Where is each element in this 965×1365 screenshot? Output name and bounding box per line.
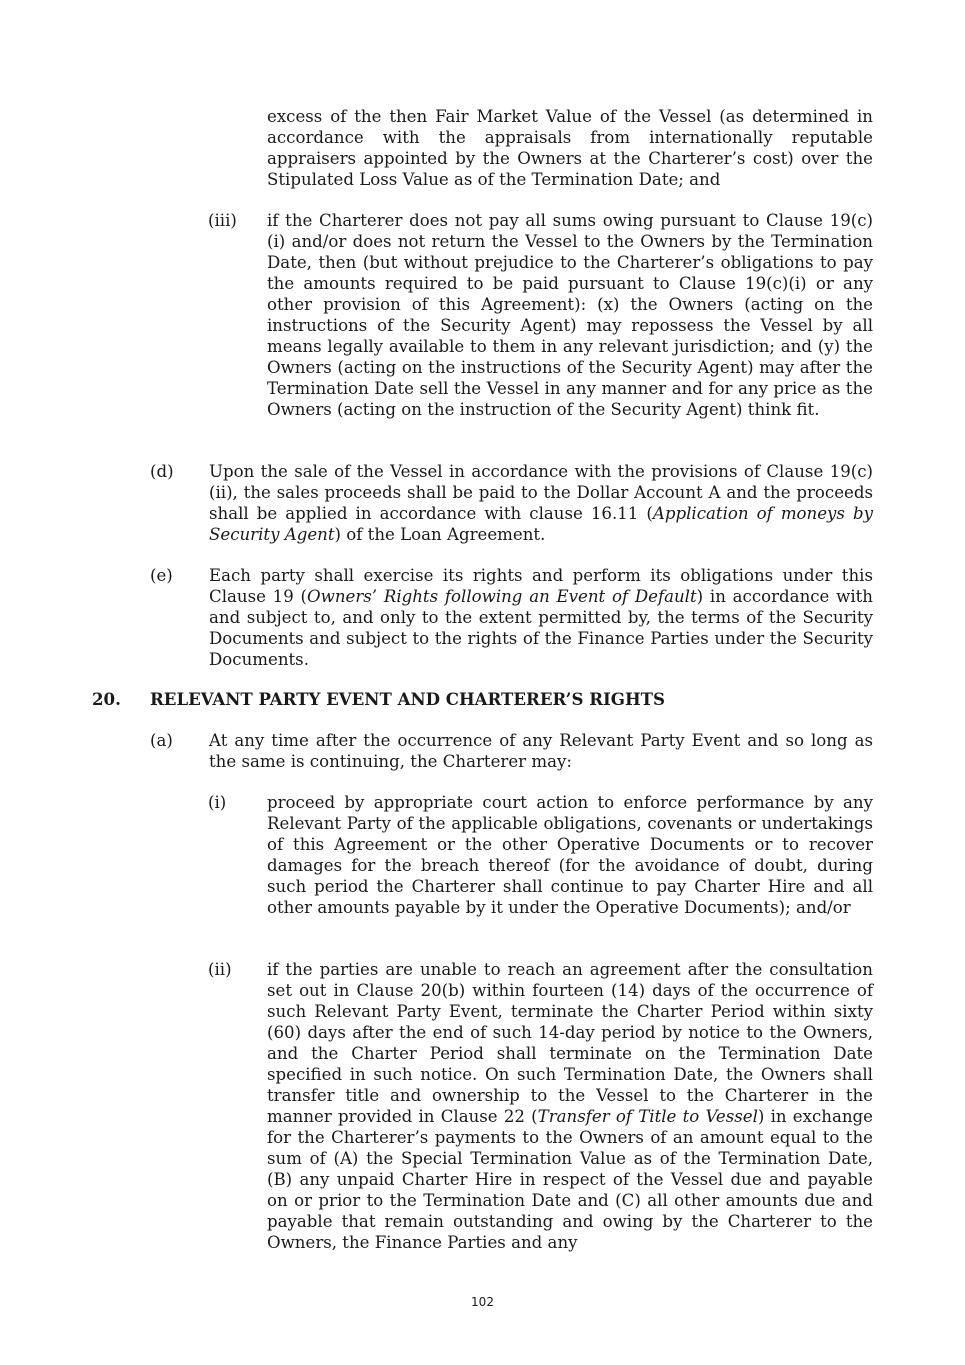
- item-ii-text-before: if the parties are unable to reach an agreement after the consultation set out in Clause 20(b) within fourteen (14) days of the occurrence of such Relevant Party Event, terminate the Charter Period within sixty (60) days after the end of such 14-day period by notice to the Owners, and the Charter Period shall terminate on the Termination Date specified in such notice. On such Termination Date, the Owners shall transfer title and ownership to the Vessel to the Charterer in the manner provided in Clause 22 (: [267, 960, 873, 1126]
- item-ii-text-after: ) in exchange for the Charterer’s payments to the Owners of an amount equal to the sum of (A) the Special Termination Value as of the Termination Date, (B) any unpaid Charter Hire in respect of the Vessel due and payable on or prior to the Termination Date and (C) all other amounts due and payable that remain outstanding and owing by the Charterer to the Owners, the Finance Parties and any: [267, 1107, 873, 1252]
- item-e-italic: Owners’ Rights following an Event of Default: [307, 587, 697, 606]
- item-e-text-after: ) in accordance with and subject to, and only to the extent permitted by, the terms of the Security Documents and subject to the rights of the Finance Parties under the Security Documents.: [209, 587, 873, 669]
- item-d-text-before: Upon the sale of the Vessel in accordance with the provisions of Clause 19(c)(ii), the sales proceeds shall be paid to the Dollar Account A and the proceeds shall be applied in accordance with clause 16.11 (: [209, 462, 873, 523]
- item-d-label: (d): [150, 462, 174, 481]
- item-e-text: [209, 565, 873, 670]
- item-e-text-before: Each party shall exercise its rights and perform its obligations under this Clause 19 (: [209, 566, 873, 606]
- item-a-label: (a): [150, 731, 173, 750]
- section-number: 20.: [92, 689, 121, 709]
- item-d-text: [209, 461, 873, 545]
- item-iii-label: (iii): [208, 211, 237, 230]
- continued-paragraph: excess of the then Fair Market Value of the Vessel (as determined in accordance with the appraisals from internationally reputable appraisers appointed by the Owners at the Charterer’s cost) over the Stipulated Loss Value as of the Termination Date; and: [267, 107, 873, 189]
- item-d-text-after: ) of the Loan Agreement.: [334, 525, 546, 544]
- item-a-text: At any time after the occurrence of any Relevant Party Event and so long as the same is continuing, the Charterer may:: [209, 731, 873, 771]
- item-i-label: (i): [208, 793, 227, 812]
- item-ii-text: [267, 959, 873, 1253]
- item-ii-label: (ii): [208, 960, 232, 979]
- item-iii-text: if the Charterer does not pay all sums owing pursuant to Clause 19(c)(i) and/or does not return the Vessel to the Owners by the Termination Date, then (but without prejudice to the Charterer’s obligations to pay the amounts required to be paid pursuant to Clause 19(c)(i) or any other provision of this Agreement): (x) the Owners (acting on the instructions of the Security Agent) may repossess the Vessel by all means legally available to them in any relevant jurisdiction; and (y) the Owners (acting on the instructions of the Security Agent) may after the Termination Date sell the Vessel in any manner and for any price as the Owners (acting on the instruction of the Security Agent) think fit.: [267, 211, 873, 419]
- item-ii-italic: Transfer of Title to Vessel: [537, 1107, 758, 1126]
- page-number: 102: [471, 1295, 494, 1309]
- item-d-italic: Application of moneys by Security Agent: [209, 504, 873, 544]
- item-i-text: proceed by appropriate court action to enforce performance by any Relevant Party of the applicable obligations, covenants or undertakings of this Agreement or the other Operative Documents or to recover damages for the breach thereof (for the avoidance of doubt, during such period the Charterer shall continue to pay Charter Hire and all other amounts payable by it under the Operative Documents); and/or: [267, 793, 873, 917]
- item-e-label: (e): [150, 566, 173, 585]
- section-title: RELEVANT PARTY EVENT AND CHARTERER’S RIGHTS: [150, 689, 665, 709]
